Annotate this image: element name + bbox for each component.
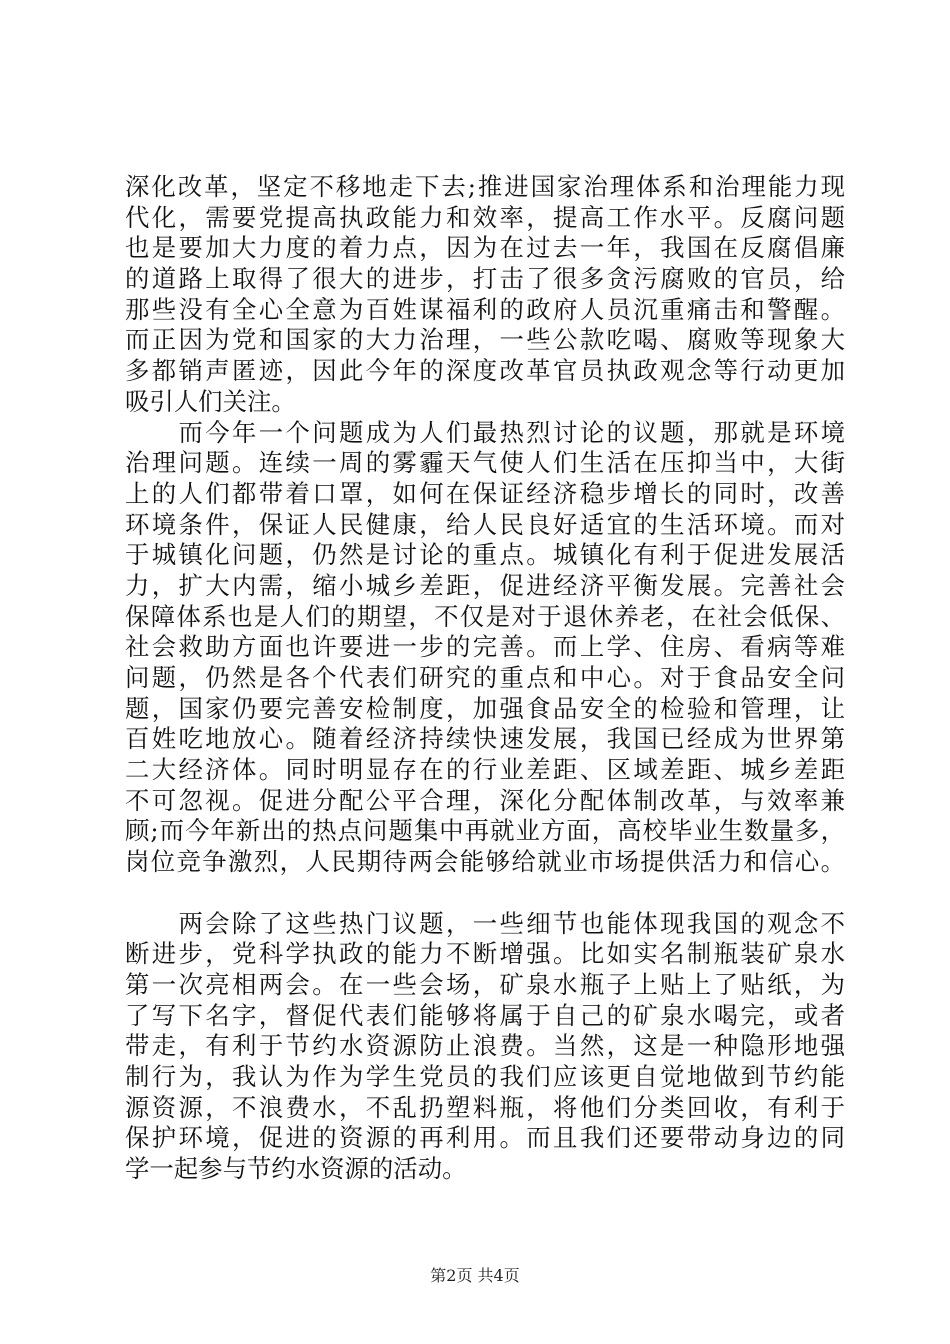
document-body bbox=[125, 172, 845, 1185]
text-line: 代化，需要党提高执政能力和效率，提高工作水平。反腐问题 bbox=[125, 202, 845, 232]
paragraph-spacer bbox=[125, 878, 845, 909]
text-line: 问题，仍然是各个代表们研究的重点和中心。对于食品安全问 bbox=[125, 663, 845, 692]
paragraph-2 bbox=[125, 418, 845, 878]
text-line: 源资源，不浪费水，不乱扔塑料瓶，将他们分类回收，有利于 bbox=[125, 1092, 845, 1122]
text-line: 的道路上取得了很大的进步，打击了很多贪污腐败的官员，给 bbox=[125, 264, 845, 294]
text-line: 而正因为党和国家的大力治理，一些公款吃喝、腐败等现象大 bbox=[125, 325, 845, 355]
text-line: 深化改革，坚定不移地走下去;推进国家治理体系和治理能力现 bbox=[125, 172, 845, 201]
text-line: 百姓吃地放心。随着经济持续快速发展，我国已经成为世界第 bbox=[125, 724, 845, 754]
text-line: 于城镇化问题，仍然是讨论的重点。城镇化有利于促进发展活 bbox=[125, 540, 845, 570]
text-line: 治理问题。连续一周的雾霾天气使人们生活在压抑当中，大街 bbox=[125, 448, 845, 478]
text-line: 岗位竞争激烈，人民期待两会能够给就业市场提供活力和信心。 bbox=[125, 847, 845, 877]
text-line: 力，扩大内需，缩小城乡差距，促进经济平衡发展。完善社会 bbox=[125, 570, 845, 600]
text-line: 第一次亮相两会。在一些会场，矿泉水瓶子上贴上了贴纸，为 bbox=[125, 969, 845, 999]
text-line: 那些没有全心全意为百姓谋福利的政府人员沉重痛击和警醒。 bbox=[125, 294, 845, 324]
text-line: 二大经济体。同时明显存在的行业差距、区域差距、城乡差距 bbox=[125, 755, 845, 785]
text-line: 了写下名字，督促代表们能够将属于自己的矿泉水喝完，或者 bbox=[125, 1000, 845, 1030]
text-line: 带走，有利于节约水资源防止浪费。当然，这是一种隐形地强 bbox=[125, 1031, 845, 1061]
text-line: 也是要加大力度的着力点，因为在过去一年，我国在反腐倡廉 bbox=[125, 233, 845, 263]
text-line: 两会除了这些热门议题，一些细节也能体现我国的观念不 bbox=[125, 908, 845, 938]
paragraph-3 bbox=[125, 909, 845, 1185]
page-number-footer: 第2页 共4页 bbox=[430, 1266, 520, 1285]
paragraph-1 bbox=[125, 172, 845, 418]
text-line: 多都销声匿迹，因此今年的深度改革官员执政观念等行动更加 bbox=[125, 356, 845, 386]
text-line: 题，国家仍要完善安检制度，加强食品安全的检验和管理，让 bbox=[125, 693, 845, 723]
text-line: 断进步，党科学执政的能力不断增强。比如实名制瓶装矿泉水 bbox=[125, 939, 845, 969]
text-line: 上的人们都带着口罩，如何在保证经济稳步增长的同时，改善 bbox=[125, 478, 845, 508]
text-line: 不可忽视。促进分配公平合理，深化分配体制改革，与效率兼 bbox=[125, 785, 845, 815]
text-line: 而今年一个问题成为人们最热烈讨论的议题，那就是环境 bbox=[125, 417, 845, 447]
text-line: 保护环境，促进的资源的再利用。而且我们还要带动身边的同 bbox=[125, 1123, 845, 1153]
text-line: 社会救助方面也许要进一步的完善。而上学、住房、看病等难 bbox=[125, 632, 845, 662]
text-line: 学一起参与节约水资源的活动。 bbox=[125, 1154, 467, 1183]
text-line: 制行为，我认为作为学生党员的我们应该更自觉地做到节约能 bbox=[125, 1061, 845, 1091]
text-line: 顾;而今年新出的热点问题集中再就业方面，高校毕业生数量多， bbox=[125, 816, 845, 846]
text-line: 环境条件，保证人民健康，给人民良好适宜的生活环境。而对 bbox=[125, 509, 845, 539]
text-line: 吸引人们关注。 bbox=[125, 386, 296, 416]
text-line: 保障体系也是人们的期望，不仅是对于退休养老，在社会低保、 bbox=[125, 601, 845, 631]
